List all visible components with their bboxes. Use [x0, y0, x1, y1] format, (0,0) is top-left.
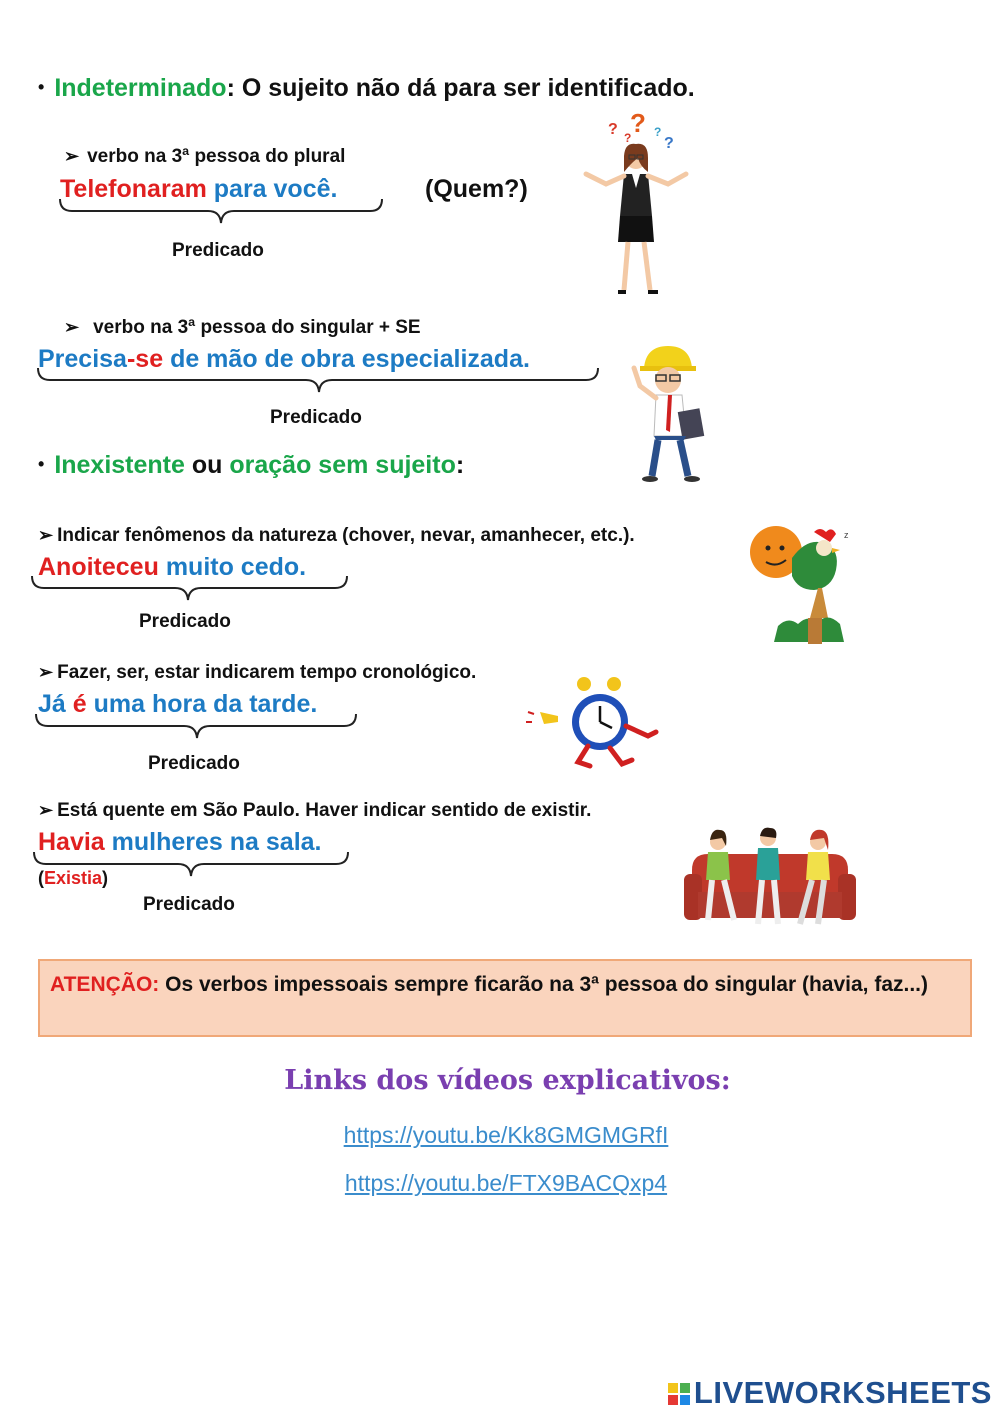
brand-text: LIVEWORKSHEETS [693, 1375, 992, 1410]
term-indeterminado: Indeterminado [54, 74, 227, 102]
women-sofa-illustration [682, 824, 858, 934]
links-title: Links dos vídeos explicativos: [284, 1065, 731, 1096]
verb: é [72, 690, 87, 718]
colon: : [455, 451, 465, 479]
predicate-label-1: Predicado [172, 240, 264, 261]
liveworksheets-logo-icon [668, 1383, 690, 1405]
phrase: uma hora da tarde. [93, 690, 318, 718]
arrow-bullet-icon: ➢ [38, 662, 54, 682]
particle-se: -se [126, 345, 164, 373]
attention-label: ATENÇÃO: [50, 973, 160, 996]
rule-plural [64, 146, 345, 168]
verb: Anoiteceu [38, 553, 159, 581]
rule-tempo [38, 662, 476, 684]
predicate-label-4: Predicado [148, 753, 240, 774]
brace-3 [30, 574, 350, 604]
rule-text: Indicar fenômenos da natureza (chover, nevar, amanhecer, etc.). [57, 525, 635, 546]
term-inexistente: Inexistente [54, 451, 185, 479]
section-indeterminado-heading [38, 74, 695, 103]
svg-text:?: ? [664, 135, 674, 152]
definition-text: : O sujeito não dá para ser identificado. [226, 74, 695, 102]
arrow-bullet-icon: ➢ [64, 146, 80, 166]
rule-haver [38, 800, 591, 822]
rule-text: verbo na 3ª pessoa do singular + SE [93, 317, 421, 338]
phrase-start: Já [38, 690, 66, 718]
phrase: para você. [213, 175, 338, 203]
video-link-2[interactable]: https://youtu.be/FTX9BACQxp4 [344, 1170, 668, 1196]
connector: ou [191, 451, 223, 479]
question-text: (Quem?) [425, 175, 528, 203]
meaning-word: Existia [44, 868, 103, 888]
term-oracao-sem-sujeito: oração sem sujeito [229, 451, 456, 479]
brace-1 [58, 197, 384, 227]
svg-text:?: ? [630, 112, 646, 138]
svg-text:?: ? [608, 121, 618, 138]
arrow-bullet-icon: ➢ [64, 317, 80, 337]
arrow-bullet-icon: ➢ [38, 525, 54, 545]
paren-open: ( [38, 868, 44, 888]
rule-text: Fazer, ser, estar indicarem tempo cronológico. [57, 662, 477, 683]
running-clock-illustration [518, 676, 668, 772]
phrase: mulheres na sala. [111, 828, 322, 856]
predicate-label-5: Predicado [143, 894, 235, 915]
confused-woman-illustration [578, 112, 698, 302]
brace-2 [36, 366, 600, 396]
predicate-label-2: Predicado [270, 407, 362, 428]
verb: Havia [38, 828, 105, 856]
bullet: • [38, 454, 45, 474]
svg-text:?: ? [654, 125, 662, 139]
predicate-label-3: Predicado [139, 611, 231, 632]
bullet: • [38, 77, 45, 97]
attention-note [38, 959, 972, 1037]
rule-singular-se [64, 317, 421, 339]
svg-text:z: z [844, 530, 849, 540]
footer-brand [668, 1375, 992, 1411]
video-link-1[interactable]: https://youtu.be/Kk8GMGMGRfI [343, 1122, 669, 1148]
rule-natureza [38, 525, 635, 547]
phrase: muito cedo. [165, 553, 307, 581]
verb: Precisa [38, 345, 127, 373]
brace-4 [34, 712, 364, 742]
paren-close: ) [102, 868, 109, 888]
arrow-bullet-icon: ➢ [38, 800, 54, 820]
attention-text: Os verbos impessoais sempre ficarão na 3ª pessoa do singular (havia, faz...) [165, 973, 928, 996]
verb: Telefonaram [60, 175, 207, 203]
engineer-illustration [626, 340, 716, 485]
section-inexistente-heading [38, 451, 464, 480]
svg-text:?: ? [624, 131, 632, 145]
rule-text: verbo na 3ª pessoa do plural [87, 146, 346, 167]
phrase: de mão de obra especializada. [170, 345, 530, 373]
rule-text: Está quente em São Paulo. Haver indicar sentido de existir. [57, 800, 592, 821]
sun-rooster-illustration [748, 518, 858, 658]
meaning-existia [38, 868, 108, 889]
